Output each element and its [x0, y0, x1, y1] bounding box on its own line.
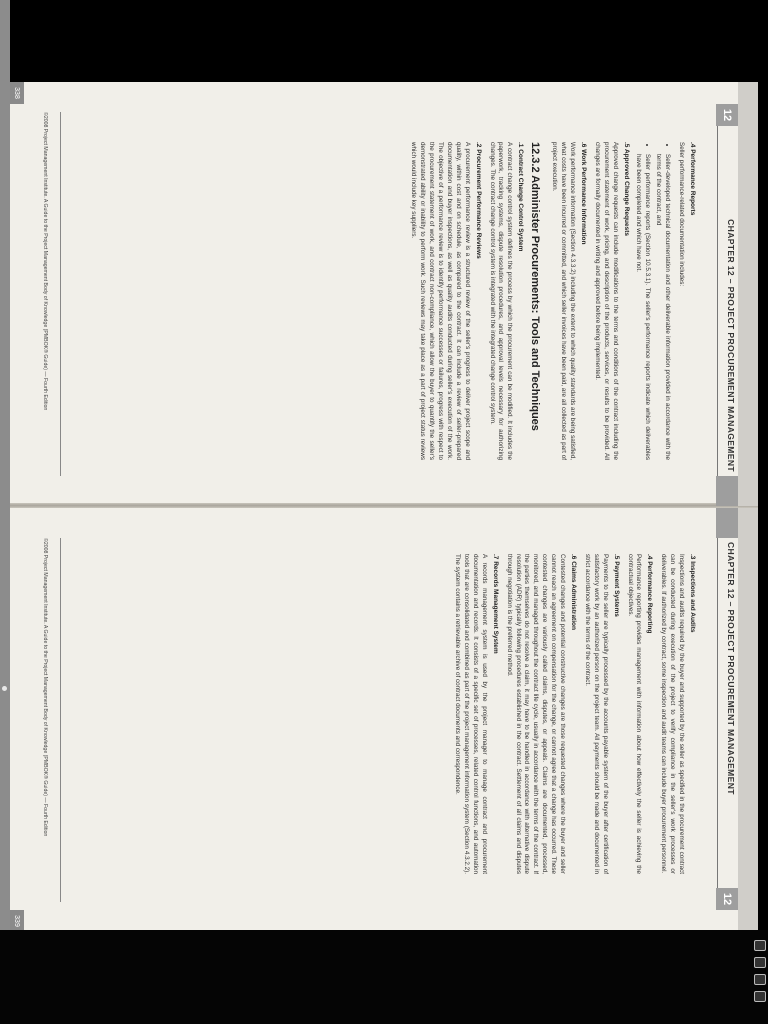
chapter-number: 12: [721, 892, 733, 906]
footer-rule: [60, 538, 61, 902]
page-thumbnail-icon[interactable]: [754, 991, 766, 1002]
header-rule: [717, 126, 718, 476]
page-top-strip: [738, 508, 758, 930]
paragraph: Contested changes and potential constructive changes are those requested changes where the buyer and seller cannot reach an agreement on compensation for the change, or cannot agree that a change has occurred. These contested changes are variously called claims, disputes, or appeals. Claims are documented, processed, monitored, and managed throughout the contract life cycle, usually in accordance with the terms of the contract. If the parties themselves do not resolve a claim, it may have to be handled in accordance with alternative dispute resolution (ADR) typically following procedures established in the contract. Settlement of all claims and disputes through negotiation is the preferred method.: [505, 554, 567, 874]
paragraph: Payments to the seller are typically processed by the accounts payable system of the buyer after certification of satisfactory work by an authorized person on the project team. All payments should be made and documented in strict accordance with the terms of the contract.: [583, 554, 609, 874]
page-footer: ©2008 Project Management Institute. A Guide to the Project Management Body of Knowledge (PMBOK® Guide) — Fourth Edition: [42, 112, 48, 411]
page-number: 339: [10, 910, 24, 930]
running-header: CHAPTER 12 – PROJECT PROCUREMENT MANAGEMENT: [726, 219, 736, 472]
section-heading: .6 Work Performance Information: [579, 142, 587, 245]
section-heading: .4 Performance Reports: [689, 142, 696, 216]
paragraph: A records management system is used by the project manager to manage contract and procurement documentation and records. It consists of a specific set of processes, related control functions, and automation tools that are consolidated and combined as part of the project management information system (Section 4.3.2.2). The system contains a retrievable archive of contract documents and correspondence.: [454, 554, 488, 874]
running-header: CHAPTER 12 – PROJECT PROCUREMENT MANAGEMENT: [726, 542, 736, 795]
section-heading: .2 Procurement Performance Reviews: [474, 142, 482, 259]
viewer-sidebar: [0, 0, 10, 1024]
section-heading: .4 Performance Reporting: [646, 554, 654, 634]
page-number: 338: [10, 82, 24, 104]
section-heading: .5 Approved Change Requests: [622, 142, 630, 237]
left-page-content: [403, 142, 700, 460]
left-page: [10, 82, 758, 506]
viewer-bottom-area: [0, 930, 768, 1024]
paragraph: Inspections and audits required by the buyer and supported by the seller as specified in the procurement contract can be conducted during execution of the project to verify compliance in the seller's work processes or deliverables. If authorized by contract, some inspection and audit teams can include buyer procurement personnel.: [660, 554, 686, 874]
viewer-toolbar: [754, 940, 766, 1002]
header-end-block: [716, 476, 738, 506]
scroll-position-dot[interactable]: [2, 686, 7, 691]
chapter-tab: [716, 888, 738, 910]
header-rule: [717, 538, 718, 888]
rotated-spread: [10, 82, 758, 930]
bullet-item: • Seller-developed technical documentation and other deliverable information provided in accordance with the terms of the contract, and: [653, 154, 671, 460]
header-start-block: [716, 508, 738, 538]
paragraph: A procurement performance review is a structured review of the seller's progress to deliver project scope and quality, within cost and on schedule, as compared to the contract. It can include a review of seller-prepared documentation and buyer inspections, as well as quality audits conducted during seller's execution of the work. The objective of a performance review is to identify performance successes or failures, progress with respect to the procurement statement of work, and contract non-compliance, which allow the buyer to quantify the seller's demonstrated ability or inability to perform work. Such reviews may take place as a part of project status reviews which would include key suppliers.: [410, 142, 471, 460]
section-heading: .3 Inspections and Audits: [689, 554, 696, 633]
page-thumbnail-icon[interactable]: [754, 974, 766, 985]
section-heading: .6 Claims Administration: [570, 554, 578, 630]
section-heading: .1 Contract Change Control System: [517, 142, 525, 252]
right-page-content: [447, 554, 700, 874]
book-spread: [10, 82, 758, 930]
section-heading: .5 Payment Systems: [612, 554, 620, 617]
major-section-title: 12.3.2 Administer Procurements: Tools and Techniques: [529, 142, 542, 431]
bullet-item: • Seller performance reports (Section 10.5.3.1). The seller's performance reports indicate which deliverables have been completed and which have not.: [634, 154, 652, 460]
section-heading: .7 Records Management System: [491, 554, 499, 654]
page-top-strip: [738, 82, 758, 506]
paragraph: Approved change requests can include modifications to the terms and conditions of the contract including the procurement statement of work, pricing, and description of the products, services, or results to be provided. All changes are formally documented in writing and approved before being implemented.: [593, 142, 619, 460]
bullet-list: [634, 142, 672, 460]
paragraph: Work performance information (Section 4.3.3.2) including the extent to which quality standards are being satisfied, what costs have been incurred or committed, and which seller invoices have been paid, are all collected as part of project execution.: [551, 142, 577, 460]
chapter-tab: [716, 104, 738, 126]
page-thumbnail-icon[interactable]: [754, 940, 766, 951]
footer-rule: [60, 112, 61, 476]
page-footer: ©2008 Project Management Institute. A Guide to the Project Management Body of Knowledge (PMBOK® Guide) — Fourth Edition: [42, 538, 48, 837]
paragraph: Seller performance-related documentation includes:: [678, 142, 686, 287]
paragraph: A contract change control system defines the process by which the procurement can be modified. It includes the paperwork, tracking systems, dispute resolution procedures, and approval levels necessary for authorizing changes. The contract change control system is integrated with the integrated change control system.: [488, 142, 514, 460]
page-thumbnail-icon[interactable]: [754, 957, 766, 968]
chapter-number: 12: [721, 108, 733, 122]
right-page: [10, 508, 758, 930]
paragraph: Performance reporting provides management with information about how effectively the seller is achieving the contractual objectives.: [626, 554, 643, 874]
